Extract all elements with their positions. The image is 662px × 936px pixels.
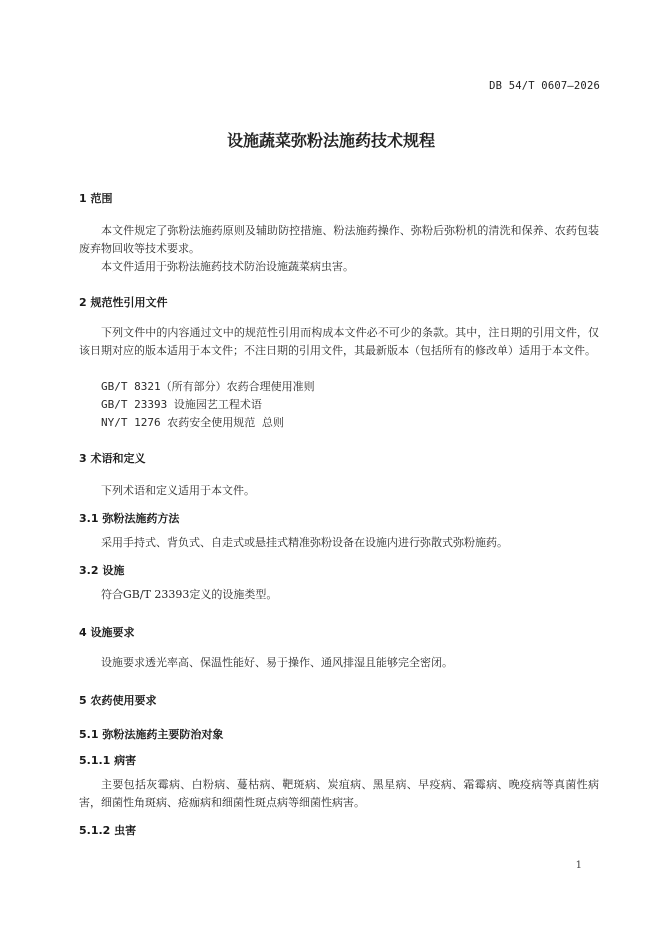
section-3-2-heading: 3.2 设施 (79, 564, 125, 577)
standard-code: DB 54/T 0607—2026 (489, 80, 600, 92)
section-3-1-heading: 3.1 弥粉法施药方法 (79, 512, 180, 525)
section-5-1-heading: 5.1 弥粉法施药主要防治对象 (79, 728, 224, 741)
section-5-1-1-text: 主要包括灰霉病、白粉病、蔓枯病、靶斑病、炭疽病、黑星病、早疫病、霜霉病、晚疫病等真菌性病害，细菌性角斑病、疮痂病和细菌性斑点病等细菌性病害。 (79, 778, 599, 809)
section-4-paragraph-1: 设施要求透光率高、保温性能好、易于操作、通风排湿且能够完全密闭。 (101, 656, 453, 669)
section-5-1-2-heading: 5.1.2 虫害 (79, 824, 137, 837)
section-1-heading: 1 范围 (79, 192, 113, 205)
section-4-heading: 4 设施要求 (79, 626, 135, 639)
reference-item: GB/T 8321（所有部分）农药合理使用准则 (101, 380, 315, 393)
section-3-2-text: 符合GB/T 23393定义的设施类型。 (101, 588, 278, 601)
document-title: 设施蔬菜弥粉法施药技术规程 (226, 131, 435, 150)
section-5-1-1-heading: 5.1.1 病害 (79, 754, 137, 767)
section-1-paragraph-2: 本文件适用于弥粉法施药技术防治设施蔬菜病虫害。 (101, 260, 354, 273)
section-2-heading: 2 规范性引用文件 (79, 296, 168, 309)
reference-item: NY/T 1276 农药安全使用规范 总则 (101, 416, 284, 429)
section-3-1-text: 采用手持式、背负式、自走式或悬挂式精准弥粉设备在设施内进行弥散式弥粉施药。 (101, 536, 508, 549)
section-5-heading: 5 农药使用要求 (79, 694, 157, 707)
section-1-paragraph-1: 本文件规定了弥粉法施药原则及辅助防控措施、粉法施药操作、弥粉后弥粉机的清洗和保养、农药包装废弃物回收等技术要求。 (79, 224, 599, 255)
section-3-heading: 3 术语和定义 (79, 452, 146, 465)
page-number: 1 (575, 860, 582, 871)
section-3-paragraph-1: 下列术语和定义适用于本文件。 (101, 484, 255, 497)
section-2-paragraph-1: 下列文件中的内容通过文中的规范性引用而构成本文件必不可少的条款。其中，注日期的引用文件，仅该日期对应的版本适用于本文件；不注日期的引用文件，其最新版本（包括所有的修改单）适用于本文件。 (79, 326, 599, 357)
reference-item: GB/T 23393 设施园艺工程术语 (101, 398, 262, 411)
